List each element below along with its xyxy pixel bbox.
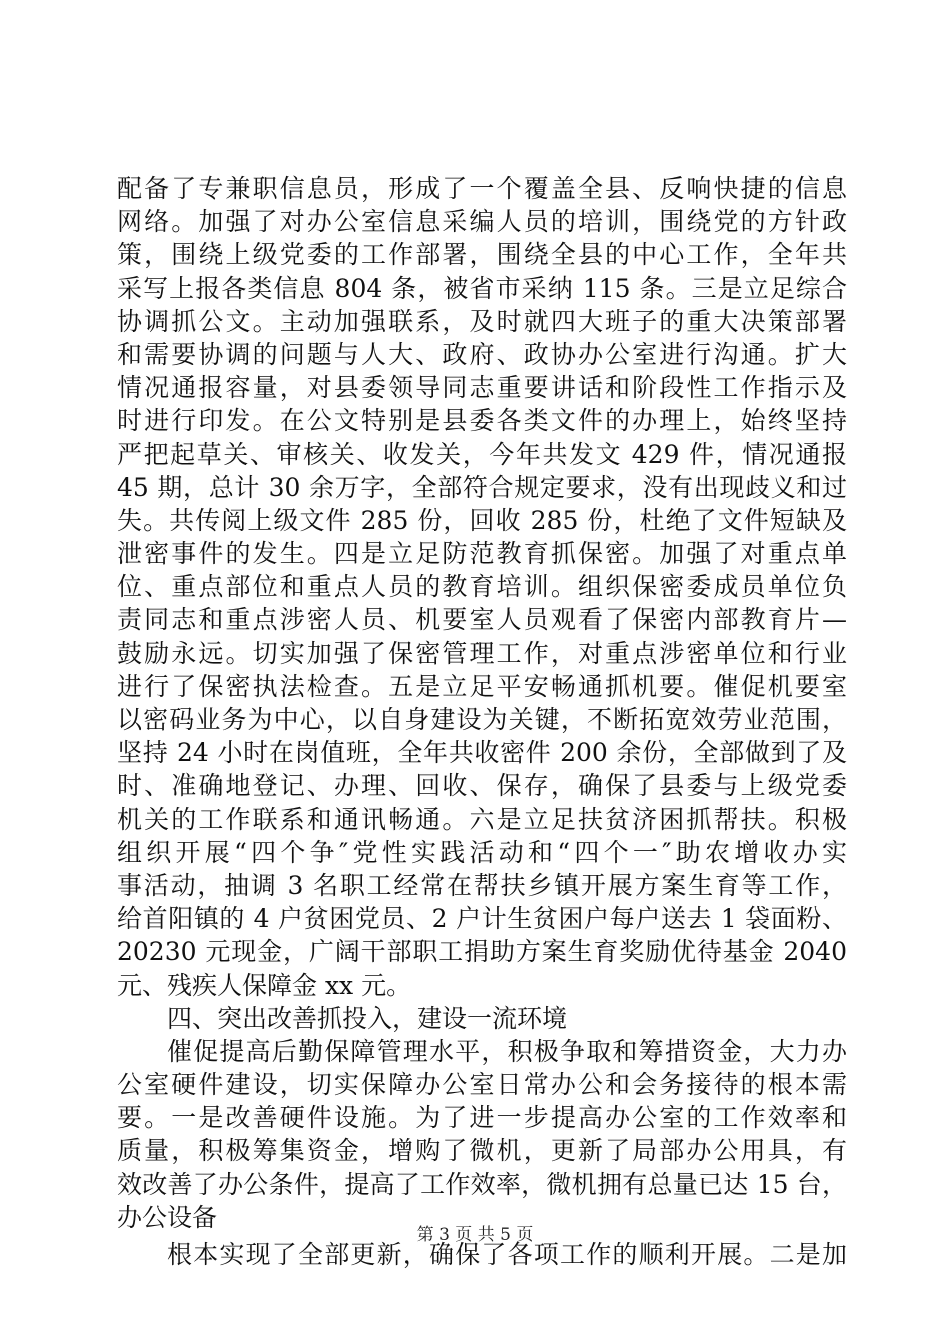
text-line: 责同志和重点涉密人员、机要室人员观看了保密内部教育片— <box>117 605 847 635</box>
text-line: 鼓励永远。切实加强了保密管理工作，对重点涉密单位和行业 <box>117 638 847 668</box>
text-line: 失。共传阅上级文件 285 份，回收 285 份，杜绝了文件短缺及 <box>117 505 847 535</box>
text-line: 质量，积极筹集资金，增购了微机，更新了局部办公用具，有 <box>117 1136 847 1166</box>
text-line: 20230 元现金，广阔干部职工捐助方案生育奖励优待基金 2040 <box>117 937 847 967</box>
text-line: 效改善了办公条件，提高了工作效率，微机拥有总量已达 15 台， <box>117 1169 847 1199</box>
text-line: 45 期，总计 30 余万字，全部符合规定要求，没有出现歧义和过 <box>117 472 847 502</box>
text-line: 办公设备 <box>117 1202 218 1232</box>
text-line: 以密码业务为中心，以自身建设为关键，不断拓宽效劳业范围， <box>117 705 847 734</box>
page-footer: 第 3 页 共 5 页 <box>416 1225 534 1245</box>
text-line: 位、重点部位和重点人员的教育培训。组织保密委成员单位负 <box>117 572 847 602</box>
text-line: 要。一是改善硬件设施。为了进一步提高办公室的工作效率和 <box>117 1103 847 1133</box>
text-line: 组织开展“四个争″党性实践活动和“四个一″助农增收办实 <box>117 837 847 867</box>
body-text <box>117 172 847 1271</box>
text-line: 配备了专兼职信息员，形成了一个覆盖全县、反响快捷的信息 <box>117 174 847 203</box>
text-line: 根本实现了全部更新，确保了各项工作的顺利开展。二是加 <box>167 1240 847 1269</box>
text-line: 和需要协调的问题与人大、政府、政协办公室进行沟通。扩大 <box>117 339 847 369</box>
text-line: 时进行印发。在公文特别是县委各类文件的办理上，始终坚持 <box>117 406 847 436</box>
text-line: 策，围绕上级党委的工作部署，围绕全县的中心工作，全年共 <box>117 240 847 270</box>
text-line: 时、准确地登记、办理、回收、保存，确保了县委与上级党委 <box>117 771 847 801</box>
text-line: 情况通报容量，对县委领导同志重要讲话和阶段性工作指示及 <box>117 373 847 403</box>
text-line: 严把起草关、审核关、收发关，今年共发文 429 件，情况通报 <box>117 439 847 469</box>
text-line: 网络。加强了对办公室信息采编人员的培训，围绕党的方针政 <box>117 207 847 237</box>
text-line: 协调抓公文。主动加强联系，及时就四大班子的重大决策部署 <box>117 306 847 336</box>
text-line: 进行了保密执法检查。五是立足平安畅通抓机要。催促机要室 <box>117 671 847 701</box>
text-line: 采写上报各类信息 804 条，被省市采纳 115 条。三是立足综合 <box>117 273 847 303</box>
text-line: 给首阳镇的 4 户贫困党员、2 户计生贫困户每户送去 1 袋面粉、 <box>117 904 847 934</box>
text-line: 泄密事件的发生。四是立足防范教育抓保密。加强了对重点单 <box>117 539 847 569</box>
text-line: 催促提高后勤保障管理水平，积极争取和筹措资金，大力办 <box>167 1036 847 1066</box>
text-line: 机关的工作联系和通讯畅通。六是立足扶贫济困抓帮扶。积极 <box>117 804 847 834</box>
text-line: 元、残疾人保障金 xx 元。 <box>117 970 412 1000</box>
section-heading: 四、突出改善抓投入，建设一流环境 <box>167 1003 568 1033</box>
text-line: 坚持 24 小时在岗值班，全年共收密件 200 余份，全部做到了及 <box>117 738 847 768</box>
text-line: 事活动，抽调 3 名职工经常在帮扶乡镇开展方案生育等工作， <box>117 870 847 900</box>
text-line: 公室硬件建设，切实保障办公室日常办公和会务接待的根本需 <box>117 1070 847 1100</box>
